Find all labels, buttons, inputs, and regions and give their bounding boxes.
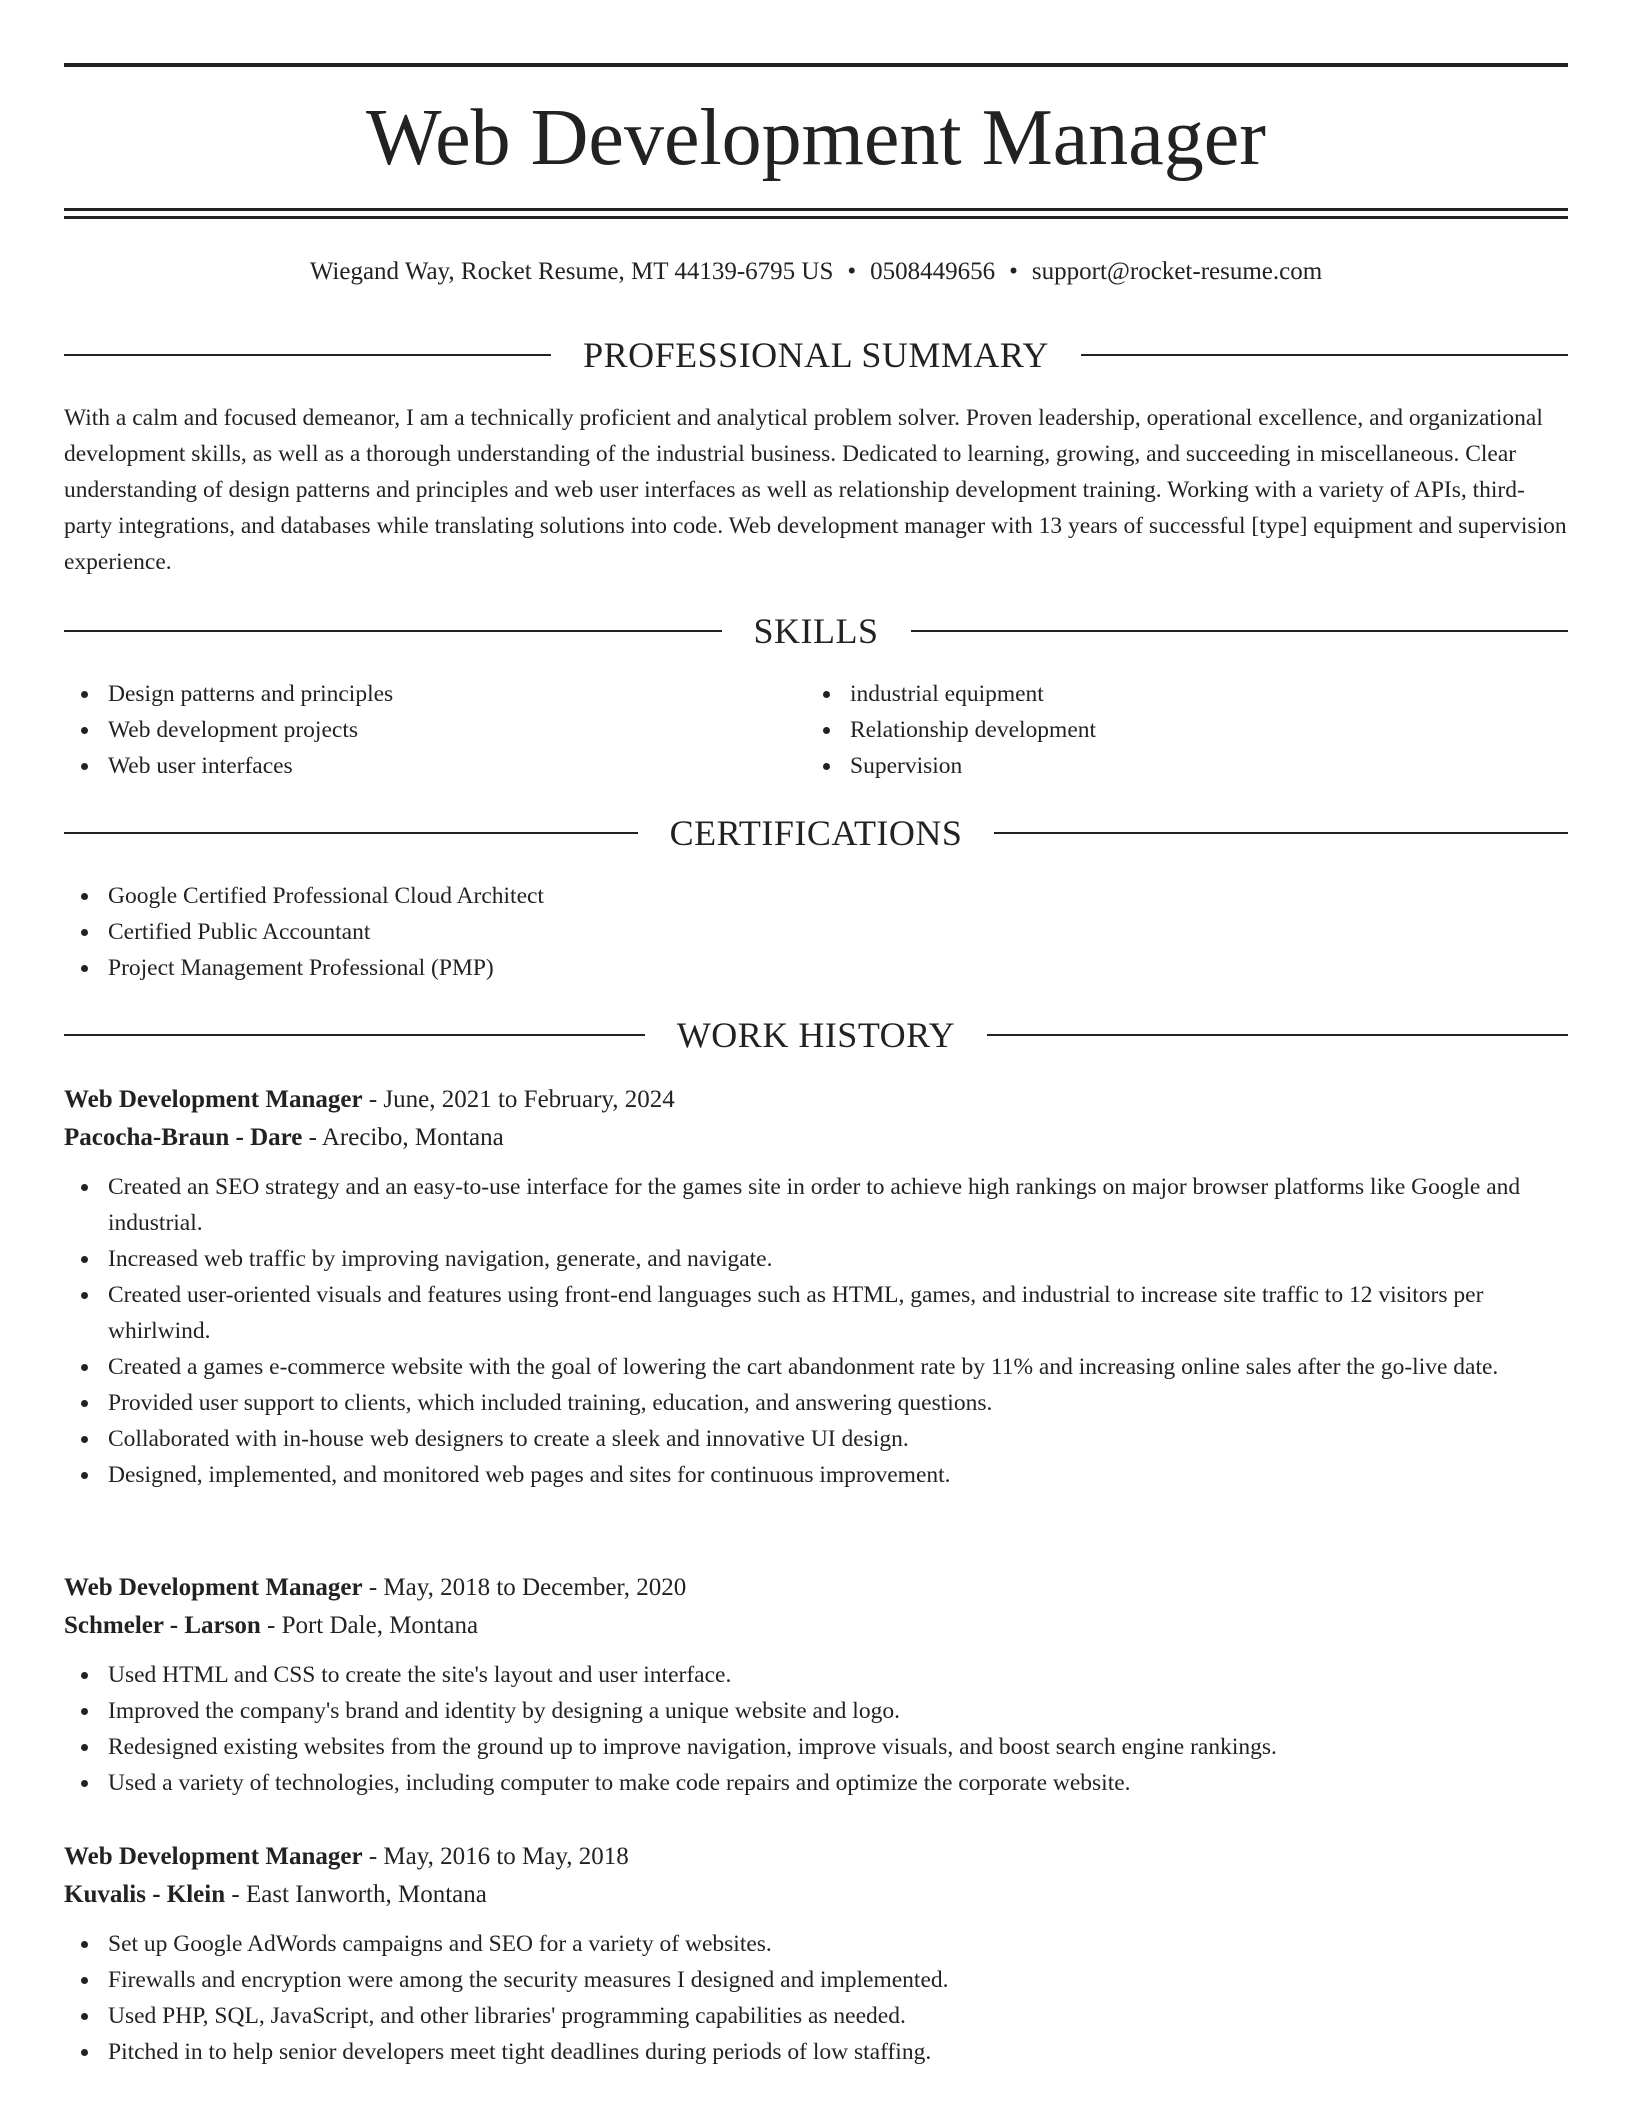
summary-text: With a calm and focused demeanor, I am a technically proficient and analytical problem solver. Proven leadership, operational excellence, and organizational development skills, as well as a thorough understanding of the industrial business. Dedicated to learning, growing, and succeeding in miscellaneous. Clear understanding of design patterns and principles and web user interfaces as well as relationship development training. Working with a variety of APIs, third-party integrations, and databases while translating solutions into code. Web development manager with 13 years of successful [type] equipment and supervision experience. (64, 405, 1567, 575)
skill-item: Web development projects (64, 712, 764, 748)
job-location: - East Ianworth, Montana (225, 1881, 487, 1908)
contact-separator: • (1009, 258, 1018, 285)
header-double-rule-lower (64, 216, 1568, 219)
certification-item: Project Management Professional (PMP) (64, 950, 1568, 986)
job-bullet: Created user-oriented visuals and features using front-end languages such as HTML, games, and industrial to increase site traffic to 12 visitors per whirlwind. (64, 1277, 1568, 1349)
skills-list-right (806, 676, 1506, 784)
contact-email: support@rocket-resume.com (1031, 258, 1323, 285)
job-bullet: Provided user support to clients, which included training, education, and answering questions. (64, 1385, 1568, 1421)
skill-item: Web user interfaces (64, 748, 764, 784)
job-bullet: Created a games e-commerce website with the goal of lowering the cart abandonment rate by 11% and increasing online sales after the go-live date. (64, 1349, 1568, 1385)
job-bullet: Firewalls and encryption were among the security measures I designed and implemented. (64, 1962, 1568, 1998)
job-bullet: Designed, implemented, and monitored web pages and sites for continuous improvement. (64, 1457, 1568, 1493)
resume-title: Web Development Manager (366, 94, 1266, 182)
header-double-rule-upper (64, 208, 1568, 211)
skill-item: Design patterns and principles (64, 676, 764, 712)
job-role-line (64, 1569, 1568, 1607)
job-bullet: Used a variety of technologies, including computer to make code repairs and optimize the corporate website. (64, 1765, 1568, 1801)
job-company-line (64, 1876, 1568, 1914)
section-title-work-history: WORK HISTORY (676, 1015, 956, 1055)
job-company-line (64, 1607, 1568, 1645)
job-bullets (64, 1169, 1568, 1493)
section-rule-left (64, 354, 551, 356)
skill-item: industrial equipment (806, 676, 1506, 712)
section-rule-left (64, 832, 638, 834)
job-company: Schmeler - Larson (64, 1612, 261, 1639)
skills-column-right (806, 676, 1506, 784)
job-entry (64, 1081, 1568, 1493)
job-title: Web Development Manager (64, 1086, 363, 1113)
certifications-block (64, 878, 1568, 986)
job-company-line (64, 1119, 1568, 1157)
section-rule-right (994, 832, 1568, 834)
section-title-summary: PROFESSIONAL SUMMARY (583, 335, 1049, 375)
job-title: Web Development Manager (64, 1574, 363, 1601)
skills-list-left (64, 676, 764, 784)
job-company: Kuvalis - Klein (64, 1881, 226, 1908)
job-entry (64, 1838, 1568, 2070)
job-bullet: Improved the company's brand and identity by designing a unique website and logo. (64, 1693, 1568, 1729)
skill-item: Supervision (806, 748, 1506, 784)
job-role-line (64, 1081, 1568, 1119)
job-bullet: Created an SEO strategy and an easy-to-use interface for the games site in order to achieve high rankings on major browser platforms like Google and industrial. (64, 1169, 1568, 1241)
job-location: - Arecibo, Montana (302, 1124, 504, 1151)
certification-item: Google Certified Professional Cloud Architect (64, 878, 1568, 914)
job-dates: - June, 2021 to February, 2024 (362, 1086, 675, 1113)
job-bullets (64, 1657, 1568, 1801)
job-bullet: Used HTML and CSS to create the site's layout and user interface. (64, 1657, 1568, 1693)
section-rule-left (64, 1034, 645, 1036)
job-dates: - May, 2016 to May, 2018 (362, 1843, 629, 1870)
section-rule-right (1081, 354, 1568, 356)
section-rule-left (64, 630, 722, 632)
job-bullet: Increased web traffic by improving navigation, generate, and navigate. (64, 1241, 1568, 1277)
job-bullet: Redesigned existing websites from the ground up to improve navigation, improve visuals, and boost search engine rankings. (64, 1729, 1568, 1765)
job-company: Pacocha-Braun - Dare (64, 1124, 303, 1151)
job-entry (64, 1569, 1568, 1801)
job-bullet: Used PHP, SQL, JavaScript, and other libraries' programming capabilities as needed. (64, 1998, 1568, 2034)
job-role-line (64, 1838, 1568, 1876)
job-location: - Port Dale, Montana (260, 1612, 479, 1639)
section-title-certifications: CERTIFICATIONS (669, 813, 963, 853)
header-top-rule (64, 63, 1568, 67)
skill-item: Relationship development (806, 712, 1506, 748)
job-bullets (64, 1926, 1568, 2070)
job-title: Web Development Manager (64, 1843, 363, 1870)
section-rule-right (987, 1034, 1568, 1036)
job-bullet: Set up Google AdWords campaigns and SEO for a variety of websites. (64, 1926, 1568, 1962)
contact-address: Wiegand Way, Rocket Resume, MT 44139-6795 US (309, 258, 834, 285)
certification-item: Certified Public Accountant (64, 914, 1568, 950)
job-bullet: Pitched in to help senior developers meet tight deadlines during periods of low staffing. (64, 2034, 1568, 2070)
section-header-skills (64, 609, 1568, 653)
section-header-certifications (64, 811, 1568, 855)
section-title-skills: SKILLS (753, 611, 879, 651)
contact-separator: • (847, 258, 857, 285)
section-rule-right (911, 630, 1569, 632)
skills-column-left (64, 676, 764, 784)
certifications-list (64, 878, 1568, 986)
contact-phone: 0508449656 (870, 258, 996, 285)
job-dates: - May, 2018 to December, 2020 (362, 1574, 687, 1601)
section-header-summary (64, 333, 1568, 377)
section-header-work-history (64, 1013, 1568, 1057)
contact-line (64, 255, 1568, 289)
job-bullet: Collaborated with in-house web designers to create a sleek and innovative UI design. (64, 1421, 1568, 1457)
